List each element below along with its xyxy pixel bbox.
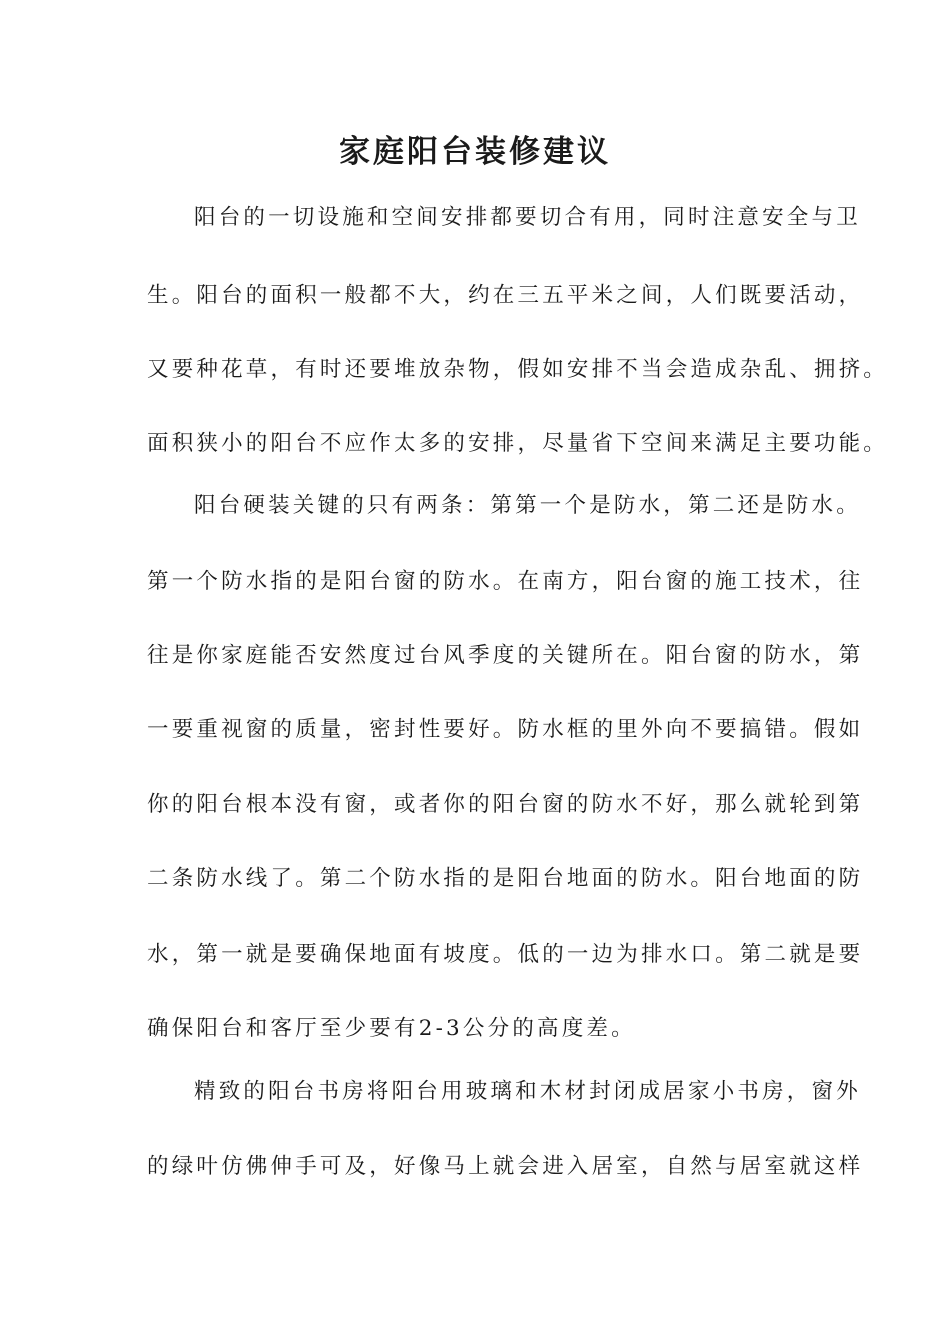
paragraph-2-line-2: 第一个防水指的是阳台窗的防水。在南方，阳台窗的施工技术，往 xyxy=(147,569,864,594)
paragraph-2-line-7: 水，第一就是要确保地面有坡度。低的一边为排水口。第二就是要 xyxy=(147,942,864,967)
paragraph-2-line-3: 往是你家庭能否安然度过台风季度的关键所在。阳台窗的防水，第 xyxy=(147,643,864,668)
paragraph-1-line-3: 又要种花草，有时还要堆放杂物，假如安排不当会造成杂乱、拥挤。 xyxy=(147,357,889,382)
document-title: 家庭阳台装修建议 xyxy=(339,134,611,170)
paragraph-1-line-2: 生。阳台的面积一般都不大，约在三五平米之间，人们既要活动， xyxy=(147,283,864,308)
paragraph-2-line-8: 确保阳台和客厅至少要有2-3公分的高度差。 xyxy=(147,1016,636,1041)
paragraph-1-line-4: 面积狭小的阳台不应作太多的安排，尽量省下空间来满足主要功能。 xyxy=(147,431,889,456)
paragraph-2-line-5: 你的阳台根本没有窗，或者你的阳台窗的防水不好，那么就轮到第 xyxy=(147,792,864,817)
paragraph-3-line-1: 精致的阳台书房将阳台用玻璃和木材封闭成居家小书房，窗外 xyxy=(194,1079,861,1104)
paragraph-2-line-1: 阳台硬装关键的只有两条：第第一个是防水，第二还是防水。 xyxy=(194,493,861,518)
paragraph-2-line-6: 二条防水线了。第二个防水指的是阳台地面的防水。阳台地面的防 xyxy=(147,866,864,891)
paragraph-2-line-4: 一要重视窗的质量，密封性要好。防水框的里外向不要搞错。假如 xyxy=(147,717,864,742)
paragraph-1-line-1: 阳台的一切设施和空间安排都要切合有用，同时注意安全与卫 xyxy=(194,205,861,230)
paragraph-3-line-2: 的绿叶仿佛伸手可及，好像马上就会进入居室，自然与居室就这样 xyxy=(147,1154,864,1179)
